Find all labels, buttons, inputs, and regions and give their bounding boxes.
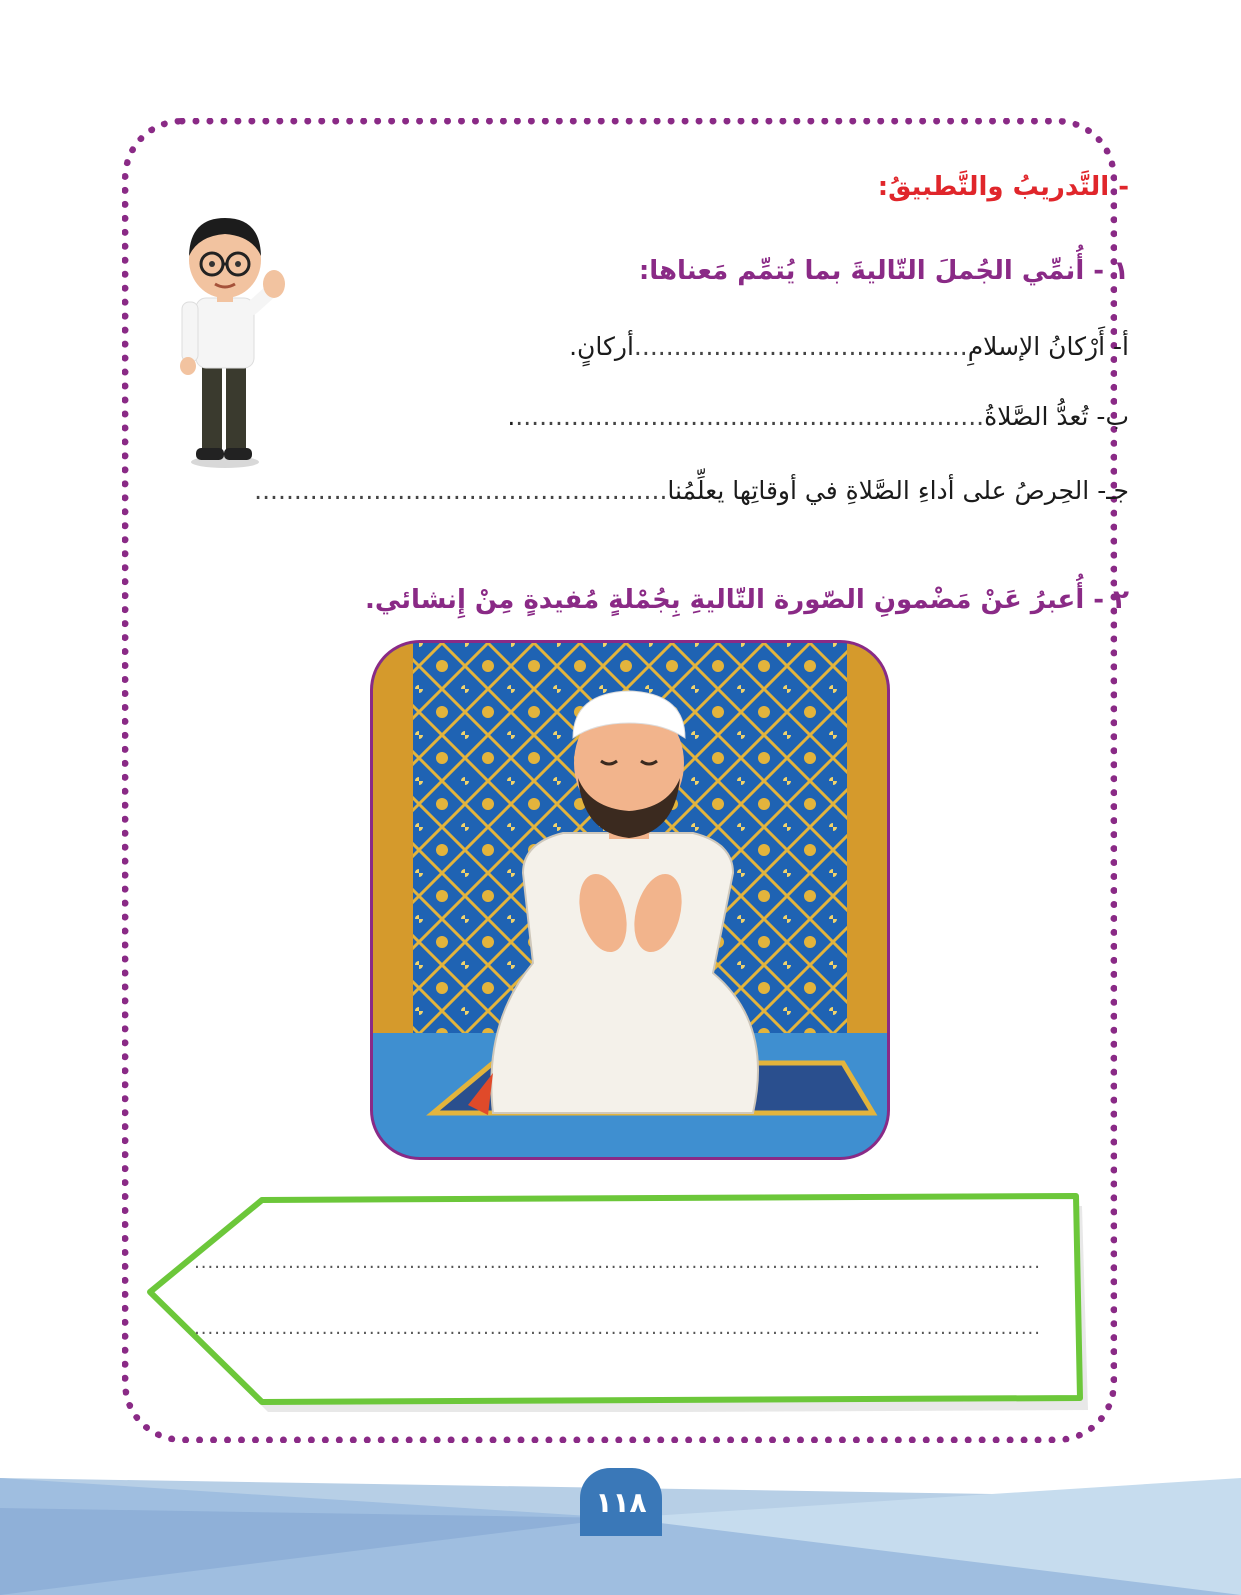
sentence-b-blank[interactable]: ........................................................... — [515, 402, 985, 431]
sentence-b-suffix: . — [507, 402, 516, 431]
sentence-a-suffix: أركانٍ. — [569, 332, 634, 361]
answer-line-1[interactable]: .............................................................................................................................. — [194, 1252, 1041, 1273]
sentence-c — [254, 476, 1129, 505]
boy-character-icon — [160, 210, 290, 470]
sentence-a — [569, 332, 1129, 361]
question-2-title: ٢ - أُعبرُ عَنْ مَضْمونِ الصّورة التّاليةِ بِجُمْلةٍ مُفيدةٍ مِنْ إِنشائي. — [365, 585, 1129, 615]
praying-man-photo — [370, 640, 890, 1160]
sentence-a-prefix: أ- أَرْكانُ الإسلامِ — [967, 332, 1129, 361]
sentence-c-blank[interactable]: .................................................... — [254, 476, 668, 505]
sentence-b — [507, 402, 1129, 431]
man-praying-icon — [373, 643, 887, 1157]
sentence-b-prefix: ب- تُعدُّ الصَّلاةُ — [984, 402, 1129, 431]
sentence-c-prefix: جـ- الحِرصُ على أداءِ الصَّلاةِ في أوقاتِها يعلِّمُنا — [667, 476, 1129, 505]
section-heading: - التَّدريبُ والتَّطبيقُ: — [877, 172, 1129, 202]
question-1-title: ١ - أُنمِّي الجُملَ التّاليةَ بما يُتمِّم مَعناها: — [638, 256, 1129, 286]
answer-arrow-box — [140, 1192, 1090, 1412]
page-number: ١١٨ — [580, 1468, 662, 1536]
sentence-a-blank[interactable]: .......................................... — [633, 332, 968, 361]
answer-line-2[interactable]: .............................................................................................................................. — [194, 1318, 1041, 1339]
